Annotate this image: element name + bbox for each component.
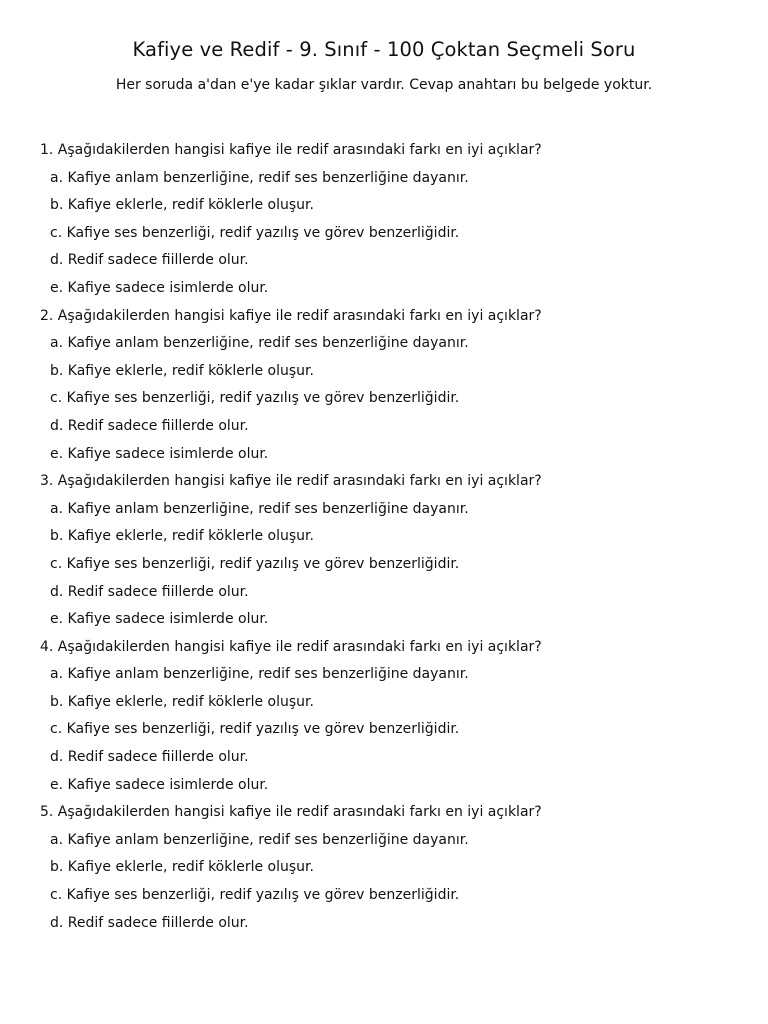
question-text: 3. Aşağıdakilerden hangisi kafiye ile redif arasındaki farkı en iyi açıklar? [40,473,542,490]
option-d: d. Redif sadece fiillerde olur. [50,749,249,766]
option-d: d. Redif sadece fiillerde olur. [50,914,249,931]
option-a: a. Kafiye anlam benzerliğine, redif ses benzerliğine dayanır. [50,831,469,848]
option-c: c. Kafiye ses benzerliği, redif yazılış ve görev benzerliğidir. [50,555,460,572]
page-subtitle: Her soruda a'dan e'ye kadar şıklar vardır. Cevap anahtarı bu belgede yoktur. [115,77,653,93]
option-a: a. Kafiye anlam benzerliğine, redif ses benzerliğine dayanır. [50,169,469,186]
page-title: Kafiye ve Redif - 9. Sınıf - 100 Çoktan Seçmeli Soru [132,38,636,61]
option-b: b. Kafiye eklerle, redif köklerle oluşur. [50,859,314,876]
question-3 [40,472,740,628]
option-a: a. Kafiye anlam benzerliğine, redif ses benzerliğine dayanır. [50,335,469,352]
option-e: e. Kafiye sadece isimlerde olur. [50,776,269,793]
option-b: b. Kafiye eklerle, redif köklerle oluşur. [50,528,314,545]
question-text: 1. Aşağıdakilerden hangisi kafiye ile redif arasındaki farkı en iyi açıklar? [40,142,542,158]
option-b: b. Kafiye eklerle, redif köklerle oluşur. [50,197,314,214]
option-c: c. Kafiye ses benzerliği, redif yazılış ve görev benzerliğidir. [50,224,460,241]
option-c: c. Kafiye ses benzerliği, redif yazılış ve görev benzerliğidir. [50,721,460,738]
question-1 [40,141,740,297]
question-list [40,141,740,941]
option-e: e. Kafiye sadece isimlerde olur. [50,445,269,462]
question-text: 5. Aşağıdakilerden hangisi kafiye ile redif arasındaki farkı en iyi açıklar? [40,804,542,821]
option-c: c. Kafiye ses benzerliği, redif yazılış ve görev benzerliğidir. [50,887,460,904]
question-5 [40,803,740,931]
option-a: a. Kafiye anlam benzerliğine, redif ses benzerliğine dayanır. [50,500,469,517]
question-4 [40,638,740,794]
option-a: a. Kafiye anlam benzerliğine, redif ses benzerliğine dayanır. [50,666,469,683]
question-text: 4. Aşağıdakilerden hangisi kafiye ile redif arasındaki farkı en iyi açıklar? [40,638,542,655]
option-d: d. Redif sadece fiillerde olur. [50,583,249,600]
option-d: d. Redif sadece fiillerde olur. [50,417,249,434]
option-e: e. Kafiye sadece isimlerde olur. [50,611,269,628]
question-text: 2. Aşağıdakilerden hangisi kafiye ile redif arasındaki farkı en iyi açıklar? [40,307,542,324]
question-2 [40,307,740,463]
option-b: b. Kafiye eklerle, redif köklerle oluşur. [50,693,314,710]
option-b: b. Kafiye eklerle, redif köklerle oluşur. [50,362,314,379]
option-e: e. Kafiye sadece isimlerde olur. [50,279,269,296]
option-c: c. Kafiye ses benzerliği, redif yazılış ve görev benzerliğidir. [50,390,460,407]
option-d: d. Redif sadece fiillerde olur. [50,252,249,269]
